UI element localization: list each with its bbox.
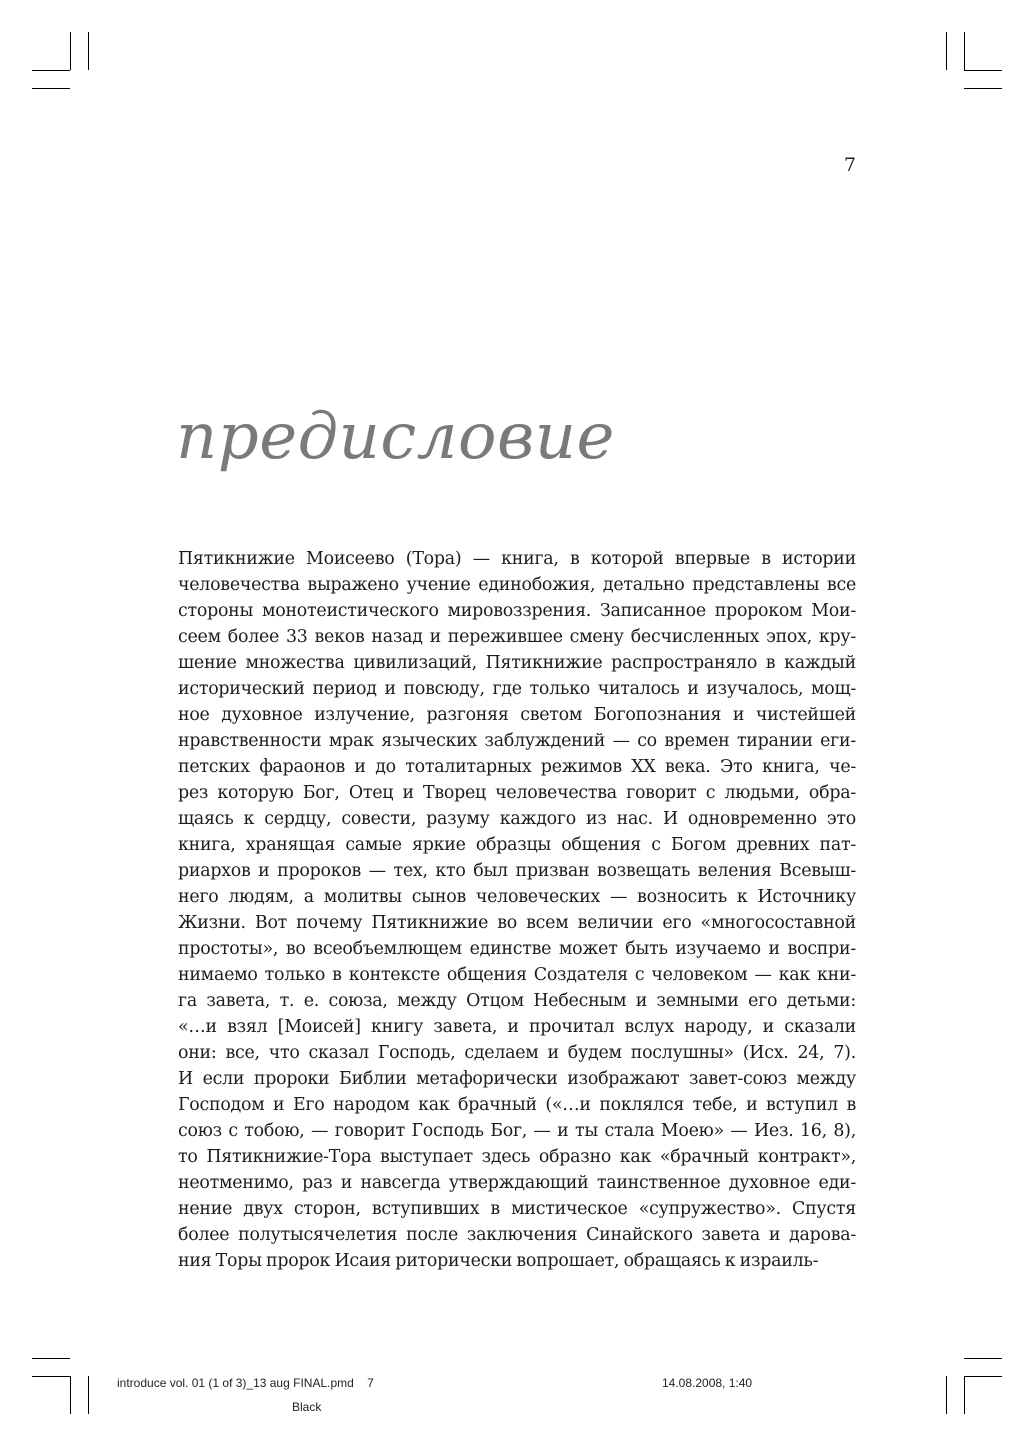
body-line: союз с тобою, — говорит Господь Бог, — и ты стала Моею» — Иез. 16, 8),: [178, 1121, 856, 1141]
crop-mark-bottom-left-h1: [32, 1358, 70, 1359]
body-line: «…и взял [Моисей] книгу завета, и прочитал вслух народу, и сказали: [178, 1017, 856, 1037]
crop-mark-top-left-h1: [32, 70, 70, 71]
body-line: они: все, что сказал Господь, сделаем и будем послушны» (Исх. 24, 7).: [178, 1043, 856, 1063]
crop-mark-top-right-h2: [964, 88, 1002, 89]
body-line: ния Торы пророк Исаия риторически вопрошает, обращаясь к израиль-: [178, 1251, 819, 1271]
print-slug-file: [117, 1376, 374, 1390]
body-line: Пятикнижие Моисеево (Тора) — книга, в которой впервые в истории: [178, 549, 856, 569]
body-line: нравственности мрак языческих заблуждений — со времен тирании еги-: [178, 731, 856, 751]
body-line: И если пророки Библии метафорически изображают завет-союз между: [178, 1069, 856, 1089]
body-line: щаясь к сердцу, совести, разуму каждого из нас. И одновременно это: [178, 809, 856, 829]
body-text: [178, 546, 856, 1274]
body-line: шение множества цивилизаций, Пятикнижие распространяло в каждый: [178, 653, 856, 673]
body-line: нимаемо только в контексте общения Создателя с человеком — как кни-: [178, 965, 856, 985]
body-line: сеем более 33 веков назад и пережившее смену бесчисленных эпох, кру-: [178, 627, 856, 647]
body-line: то Пятикнижие-Тора выступает здесь образно как «брачный контракт»,: [178, 1147, 856, 1167]
body-line: риархов и пророков — тех, кто был призван возвещать веления Всевыш-: [178, 861, 856, 881]
chapter-title: предисловие: [176, 400, 615, 474]
body-line: рез которую Бог, Отец и Творец человечества говорит с людьми, обра-: [178, 783, 856, 803]
body-line: Жизни. Вот почему Пятикнижие во всем величии его «многосоставной: [178, 913, 856, 933]
body-line: него людям, а молитвы сынов человеческих — возносить к Источнику: [178, 887, 856, 907]
crop-mark-bottom-left-v1: [70, 1376, 71, 1414]
body-line: нение двух сторон, вступивших в мистическое «супружество». Спустя: [178, 1199, 856, 1219]
page-number: 7: [843, 154, 856, 176]
slug-page-number: 7: [367, 1376, 374, 1390]
crop-mark-bottom-right-h1: [964, 1358, 1002, 1359]
body-line: книга, хранящая самые яркие образцы общения с Богом древних пат-: [178, 835, 856, 855]
crop-mark-bottom-right-v1: [946, 1376, 947, 1414]
body-line: человечества выражено учение единобожия, детально представлены все: [178, 575, 856, 595]
crop-mark-top-left-v2: [88, 32, 89, 70]
crop-mark-top-left-v1: [70, 32, 71, 70]
crop-mark-bottom-left-v2: [88, 1376, 89, 1414]
body-line: га завета, т. е. союза, между Отцом Небесным и земными его детьми:: [178, 991, 856, 1011]
slug-filename: introduce vol. 01 (1 of 3)_13 aug FINAL.pmd: [117, 1376, 354, 1390]
body-line: исторический период и повсюду, где только читалось и изучалось, мощ-: [178, 679, 856, 699]
crop-mark-top-right-v2: [964, 32, 965, 70]
body-line: петских фараонов и до тоталитарных режимов XX века. Это книга, че-: [178, 757, 856, 777]
slug-datetime: 14.08.2008, 1:40: [662, 1376, 753, 1390]
crop-mark-top-right-v1: [946, 32, 947, 70]
body-line: простоты», во всеобъемлющем единстве может быть изучаемо и воспри-: [178, 939, 856, 959]
body-line: стороны монотеистического мировоззрения. Записанное пророком Мои-: [178, 601, 856, 621]
body-line: неотменимо, раз и навсегда утверждающий таинственное духовное еди-: [178, 1173, 856, 1193]
body-line: ное духовное излучение, разгоняя светом Богопознания и чистейшей: [178, 705, 856, 725]
crop-mark-bottom-left-h2: [32, 1376, 70, 1377]
crop-mark-top-left-h2: [32, 88, 70, 89]
crop-mark-bottom-right-h2: [964, 1376, 1002, 1377]
body-line: Господом и Его народом как брачный («…и поклялся тебе, и вступил в: [178, 1095, 856, 1115]
body-line: более полутысячелетия после заключения Синайского завета и дарова-: [178, 1225, 856, 1245]
crop-mark-bottom-right-v2: [964, 1376, 965, 1414]
crop-mark-top-right-h1: [964, 70, 1002, 71]
slug-color-plate: Black: [292, 1400, 322, 1414]
